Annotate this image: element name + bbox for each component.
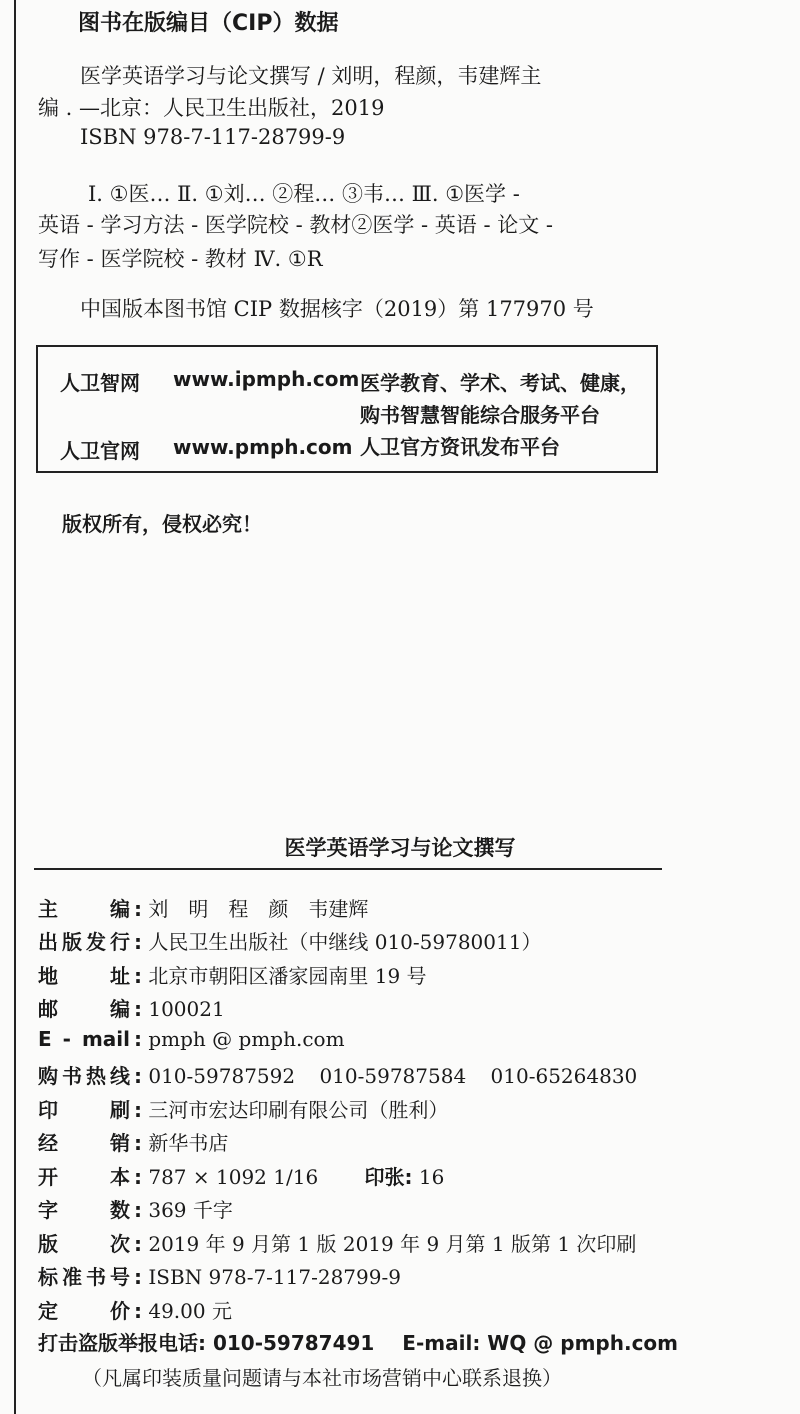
colophon-hotline-row: 购书热线 : 010-59787592 010-59787584 010-65264830 (38, 1060, 637, 1089)
cip-classification-line3: 写作 - 医学院校 - 教材 Ⅳ. ①R (38, 247, 323, 271)
cip-isbn: ISBN 978-7-117-28799-9 (80, 125, 346, 149)
address-label: 地 址 (38, 964, 130, 988)
format-value: 787 × 1092 1/16 (148, 1165, 319, 1189)
cip-body-line2: 编 . —北京：人民卫生出版社，2019 (38, 96, 385, 120)
colophon-price-row: 定 价 : 49.00 元 (38, 1295, 232, 1324)
colophon-distributor-row: 经 销 : 新华书店 (38, 1127, 228, 1156)
address-value: 北京市朝阳区潘家园南里 19 号 (148, 964, 427, 988)
cip-classification-line1: Ⅰ. ①医… Ⅱ. ①刘… ②程… ③韦… Ⅲ. ①医学 - (88, 182, 520, 206)
report-phone: 010-59787491 (212, 1331, 375, 1355)
report-email-label: E-mail (402, 1331, 473, 1355)
format-label: 开 本 (38, 1165, 130, 1189)
colophon-divider (34, 868, 662, 870)
colophon-words-row: 字 数 : 369 千字 (38, 1194, 233, 1223)
website-info-box (36, 345, 658, 473)
distributor-label: 经 销 (38, 1131, 130, 1155)
website-desc-pmph: 人卫官方资讯发布平台 (360, 435, 560, 459)
hotline-label: 购书热线 (38, 1064, 130, 1088)
copyright-notice: 版权所有，侵权必究！ (62, 512, 262, 536)
printer-value: 三河市宏达印刷有限公司（胜利） (148, 1098, 449, 1122)
cip-check-number: 中国版本图书馆 CIP 数据核字（2019）第 177970 号 (80, 297, 594, 321)
hotline-value-3: 010-65264830 (490, 1064, 638, 1088)
publisher-label: 出版发行 (38, 930, 130, 954)
website-desc-ipmph-line1: 医学教育、学术、考试、健康， (360, 371, 640, 395)
cip-body-line1: 医学英语学习与论文撰写 / 刘明，程颜，韦建辉主 (80, 64, 542, 88)
colophon-printer-row: 印 刷 : 三河市宏达印刷有限公司（胜利） (38, 1094, 448, 1123)
hotline-value-1: 010-59787592 (148, 1064, 296, 1088)
email-label: E - mail (38, 1027, 130, 1051)
colophon-postcode-row: 邮 编 : 100021 (38, 993, 225, 1022)
cip-classification-line2: 英语 - 学习方法 - 医学院校 - 教材②医学 - 英语 - 论文 - (38, 213, 554, 237)
editor-label: 主 编 (38, 897, 130, 921)
report-label: 打击盗版举报电话 (38, 1331, 198, 1355)
left-margin-rule (14, 0, 16, 1414)
colophon-isbn-row: 标准书号 : ISBN 978-7-117-28799-9 (38, 1261, 401, 1290)
colophon-email-row: E - mail : pmph @ pmph.com (38, 1027, 345, 1051)
colophon-address-row: 地 址 : 北京市朝阳区潘家园南里 19 号 (38, 960, 427, 989)
email-value: pmph @ pmph.com (148, 1027, 345, 1051)
colophon-editor-row: 主 编 : 刘 明 程 颜 韦建辉 (38, 893, 368, 922)
price-value: 49.00 元 (148, 1299, 232, 1323)
website-url-ipmph[interactable]: www.ipmph.com (173, 367, 360, 391)
editor-value: 刘 明 程 颜 韦建辉 (148, 897, 369, 921)
postcode-value: 100021 (148, 997, 225, 1021)
price-label: 定 价 (38, 1299, 130, 1323)
postcode-label: 邮 编 (38, 997, 130, 1021)
colophon-publisher-row: 出版发行 : 人民卫生出版社（中继线 010-59780011） (38, 926, 541, 955)
sheets-value: 16 (418, 1165, 445, 1189)
website-url-pmph[interactable]: www.pmph.com (173, 435, 353, 459)
piracy-report-line: 打击盗版举报电话: 010-59787491 E-mail: WQ @ pmph.com (38, 1331, 679, 1355)
cip-title: 图书在版编目（CIP）数据 (78, 11, 339, 36)
hotline-value-2: 010-59787584 (319, 1064, 467, 1088)
sheets-label: 印张 (364, 1165, 405, 1189)
isbn-label: 标准书号 (38, 1265, 130, 1289)
publisher-value: 人民卫生出版社（中继线 010-59780011） (148, 930, 542, 954)
isbn-value: ISBN 978-7-117-28799-9 (148, 1265, 401, 1289)
website-desc-ipmph-line2: 购书智慧智能综合服务平台 (360, 403, 600, 427)
distributor-value: 新华书店 (148, 1131, 229, 1155)
book-title: 医学英语学习与论文撰写 (284, 836, 516, 860)
colophon-format-row: 开 本 : 787 × 1092 1/16 印张: 16 (38, 1161, 444, 1190)
report-email[interactable]: WQ @ pmph.com (487, 1331, 679, 1355)
website-name-ipmph: 人卫智网 (60, 371, 140, 395)
words-value: 369 千字 (148, 1198, 233, 1222)
words-label: 字 数 (38, 1198, 130, 1222)
edition-label: 版 次 (38, 1232, 130, 1256)
edition-value: 2019 年 9 月第 1 版 2019 年 9 月第 1 版第 1 次印刷 (148, 1232, 637, 1256)
quality-return-note: （凡属印装质量问题请与本社市场营销中心联系退换） (82, 1366, 562, 1390)
printer-label: 印 刷 (38, 1098, 130, 1122)
website-name-pmph: 人卫官网 (60, 439, 140, 463)
colophon-edition-row: 版 次 : 2019 年 9 月第 1 版 2019 年 9 月第 1 版第 1 次印刷 (38, 1228, 636, 1257)
